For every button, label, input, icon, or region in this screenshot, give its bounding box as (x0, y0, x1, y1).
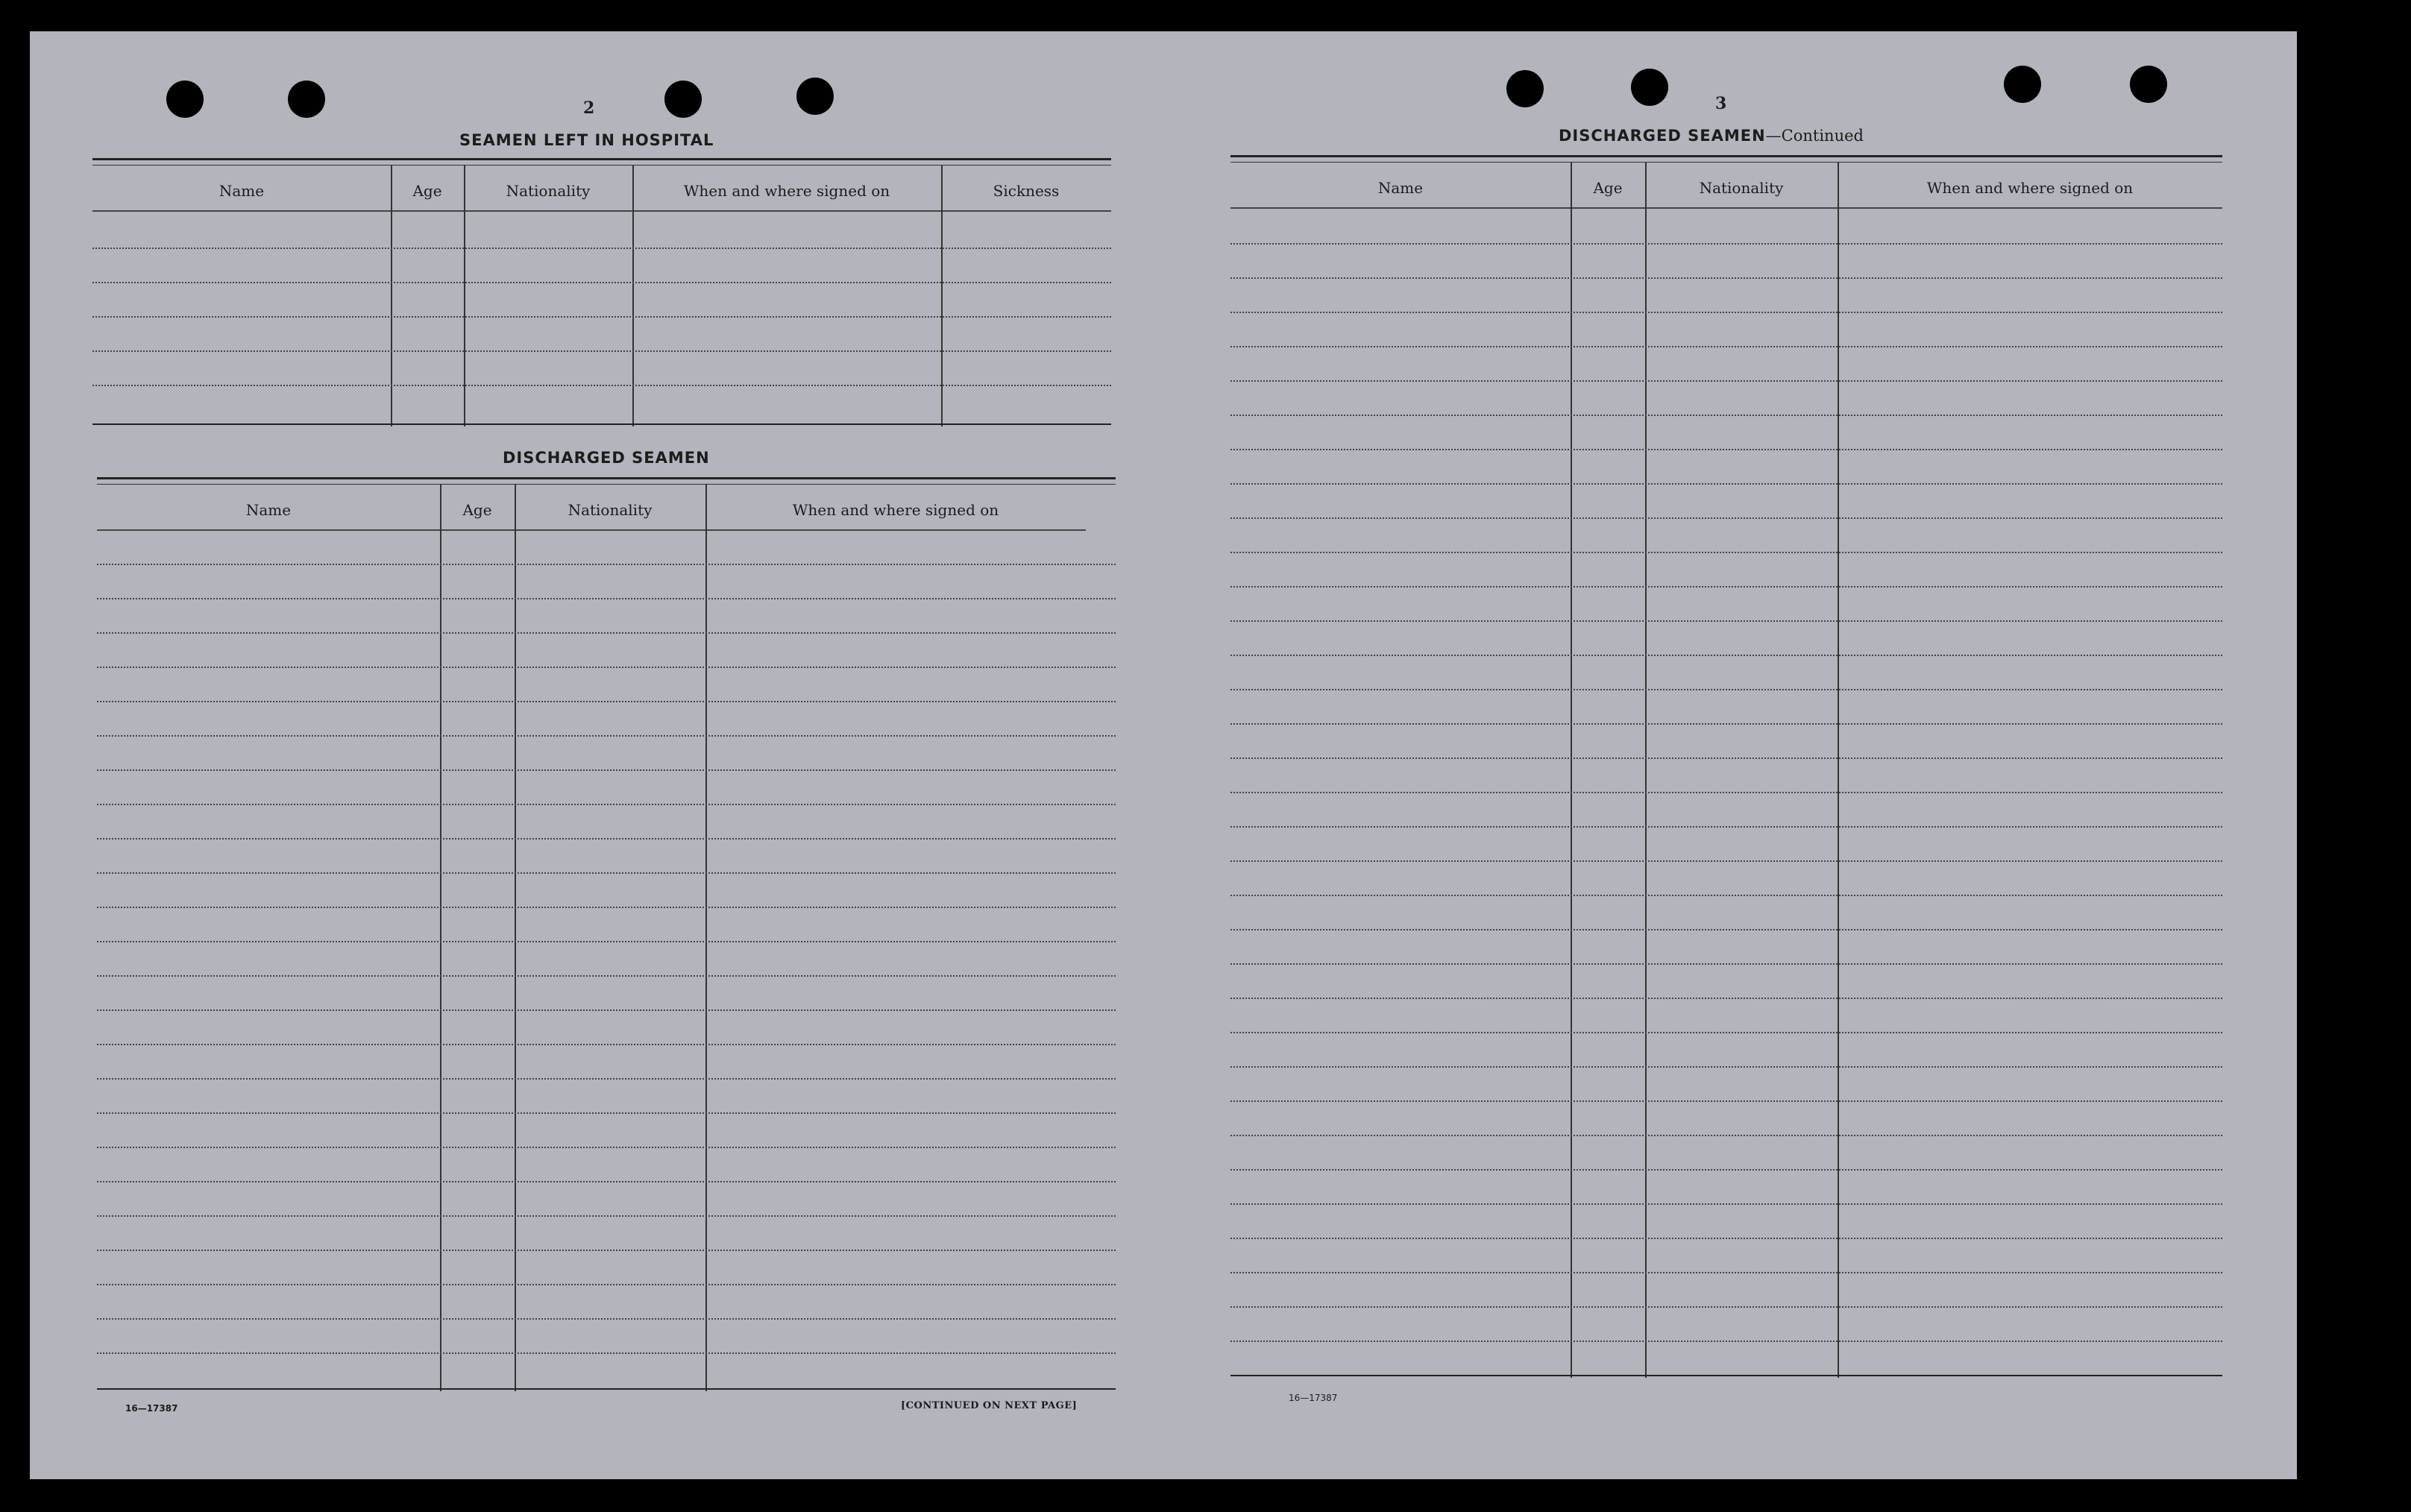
table-row (1230, 826, 2222, 828)
table-row (92, 316, 1111, 318)
table-row (1230, 1032, 2222, 1033)
table-row (97, 872, 1116, 874)
page-number: 3 (1715, 94, 1727, 113)
table-row (1230, 1341, 2222, 1342)
column-header-age: Age (1571, 163, 1645, 209)
column-header-name: Name (97, 485, 440, 531)
table-row (92, 385, 1111, 386)
table-row (1230, 655, 2222, 656)
table-row (97, 735, 1116, 737)
discharged-table (97, 477, 1116, 1391)
table-row (97, 667, 1116, 668)
table-row (97, 907, 1116, 908)
table-row (1230, 895, 2222, 896)
table-row (97, 1147, 1116, 1148)
form-code: 16—17387 (1289, 1393, 1338, 1403)
table-row (1230, 346, 2222, 347)
column-header-signed-on: When and where signed on (632, 166, 941, 212)
table-row (97, 1318, 1116, 1320)
table-row (1230, 1306, 2222, 1308)
column-header-age: Age (440, 485, 515, 531)
table-row (1230, 1203, 2222, 1205)
table-row (92, 350, 1111, 352)
table-row (97, 564, 1116, 565)
document-sheet (30, 31, 2297, 1479)
section-title-suffix: —Continued (1765, 127, 1864, 145)
table-row (1230, 1238, 2222, 1239)
table-row (97, 1250, 1116, 1251)
table-row (1230, 380, 2222, 382)
table-row (1230, 1066, 2222, 1068)
table-row (97, 1044, 1116, 1045)
table-row (1230, 1272, 2222, 1273)
table-row (1230, 415, 2222, 416)
table-row (97, 1352, 1116, 1354)
right-page (1193, 31, 2297, 1479)
form-code: 16—17387 (125, 1403, 178, 1414)
table-row (97, 1181, 1116, 1182)
table-row (97, 838, 1116, 840)
page-number: 2 (583, 98, 595, 118)
table-row (1230, 277, 2222, 279)
table-row (1230, 243, 2222, 245)
table-row (97, 632, 1116, 634)
column-header-nationality: Nationality (515, 485, 705, 531)
table-row (1230, 586, 2222, 588)
table-row (1230, 312, 2222, 313)
table-row (1230, 792, 2222, 793)
table-row (97, 1078, 1116, 1080)
table-row (97, 941, 1116, 942)
table-row (97, 804, 1116, 805)
column-header-nationality: Nationality (464, 166, 632, 212)
table-row (1230, 723, 2222, 725)
discharged-continued-title (1559, 127, 1864, 145)
column-header-nationality: Nationality (1645, 163, 1838, 209)
table-row (92, 282, 1111, 283)
continued-note: [CONTINUED ON NEXT PAGE] (901, 1400, 1078, 1411)
table-row (97, 1215, 1116, 1217)
table-row (1230, 757, 2222, 759)
hospital-section-title: SEAMEN LEFT IN HOSPITAL (459, 131, 714, 149)
discharged-section-title: DISCHARGED SEAMEN (503, 449, 710, 467)
discharged-continued-table (1230, 155, 2222, 1378)
table-row (92, 248, 1111, 249)
table-row (97, 1284, 1116, 1285)
table-row (97, 975, 1116, 977)
table-row (1230, 963, 2222, 965)
column-header-name: Name (1230, 163, 1571, 209)
left-page (30, 31, 1148, 1479)
hospital-table (92, 158, 1111, 426)
table-row (97, 1112, 1116, 1114)
column-header-signed-on: When and where signed on (705, 485, 1086, 531)
table-row (1230, 1169, 2222, 1171)
table-row (1230, 1135, 2222, 1136)
table-row (1230, 483, 2222, 485)
column-header-signed-on: When and where signed on (1838, 163, 2222, 209)
table-row (97, 1009, 1116, 1011)
column-header-name: Name (92, 166, 391, 212)
table-row (1230, 552, 2222, 553)
table-row (1230, 929, 2222, 930)
column-header-sickness: Sickness (941, 166, 1111, 212)
table-row (97, 701, 1116, 702)
table-row (1230, 449, 2222, 450)
table-row (97, 598, 1116, 599)
table-row (1230, 998, 2222, 999)
table-row (97, 769, 1116, 771)
table-row (1230, 517, 2222, 519)
table-row (1230, 689, 2222, 690)
table-row (1230, 1100, 2222, 1102)
column-header-age: Age (391, 166, 464, 212)
section-title: DISCHARGED SEAMEN (1559, 127, 1766, 145)
table-row (1230, 860, 2222, 862)
table-row (1230, 620, 2222, 622)
